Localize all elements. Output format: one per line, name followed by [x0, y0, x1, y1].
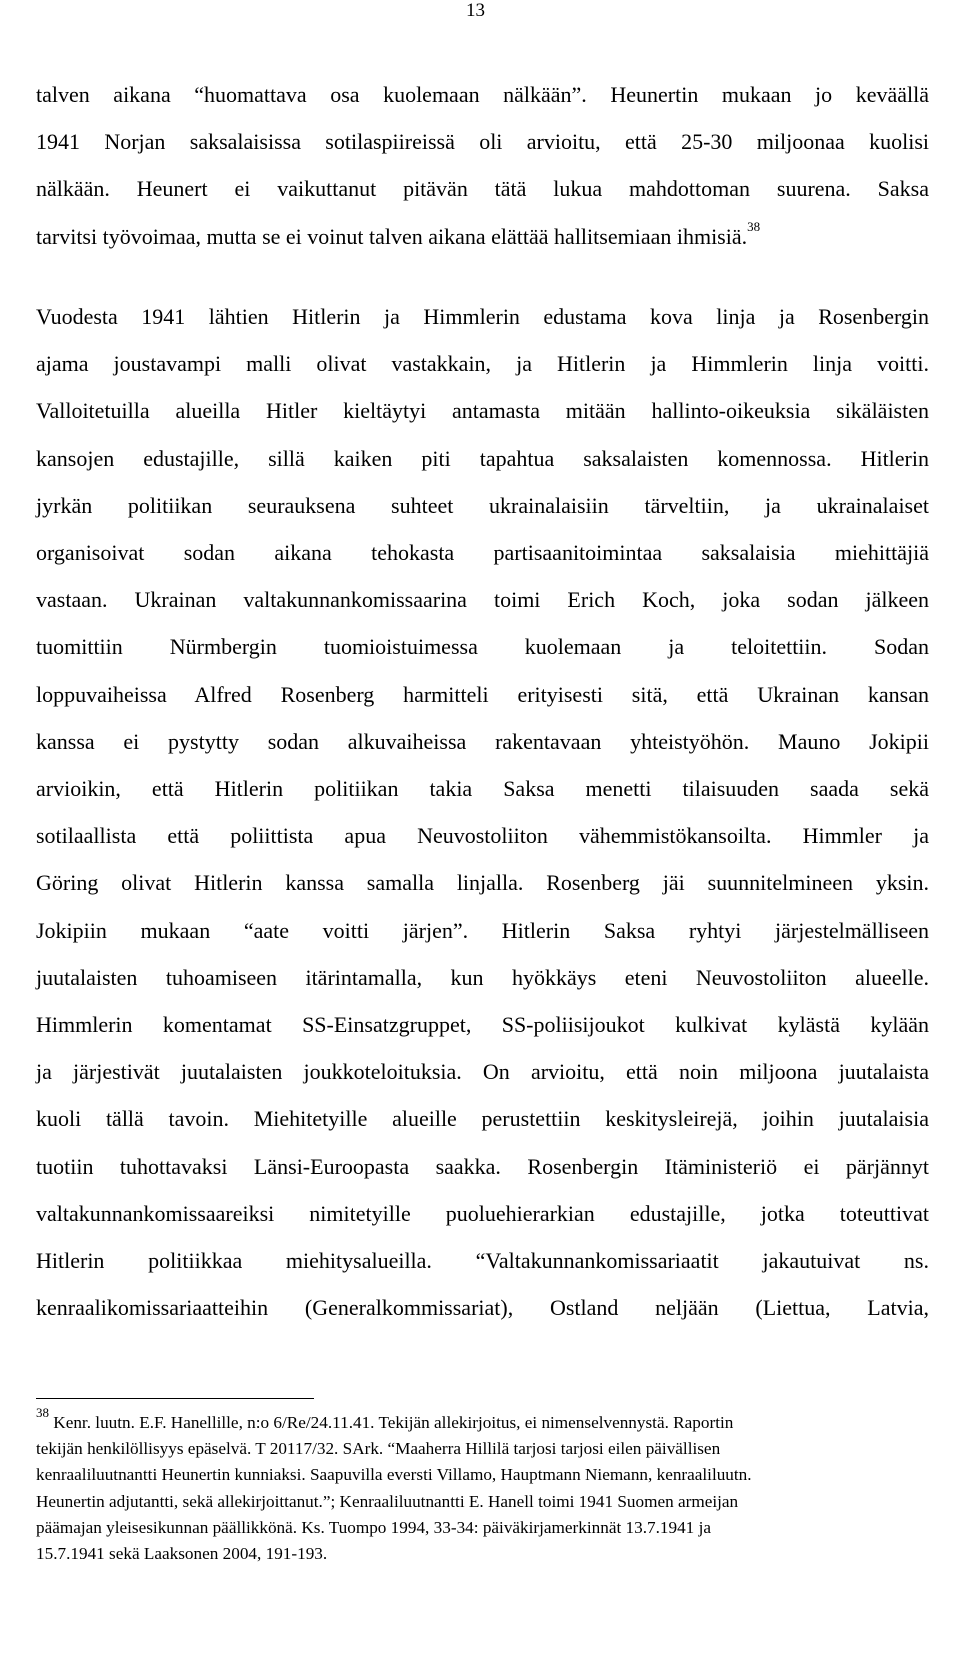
footnote-38	[36, 1405, 898, 1567]
paragraph-2-line: Hitlerin politiikkaa miehitysalueilla. “Valtakunnankomissariaatit jakautuivat ns.	[36, 1248, 929, 1274]
paragraph-2-line: vastaan. Ukrainan valtakunnankomissaarina toimi Erich Koch, joka sodan jälkeen	[36, 587, 929, 613]
paragraph-2-line: Himmlerin komentamat SS-Einsatzgruppet, SS-poliisijoukot kulkivat kylästä kylään	[36, 1012, 929, 1038]
paragraph-1-line: talven aikana “huomattava osa kuolemaan nälkään”. Heunertin mukaan jo keväällä	[36, 82, 929, 107]
footnote-line: tekijän henkilöllisyys epäselvä. T 20117/32. SArk. “Maaherra Hillilä tarjosi tarjosi eilen päivällisen	[36, 1439, 721, 1459]
paragraph-2-line: loppuvaiheissa Alfred Rosenberg harmitteli erityisesti sitä, että Ukrainan kansan	[36, 681, 929, 707]
paragraph-1	[36, 71, 929, 260]
paragraph-2-line: juutalaisten tuhoamiseen itärintamalla, kun hyökkäys eteni Neuvostoliiton alueelle.	[36, 964, 929, 990]
paragraph-2-line: Göring olivat Hitlerin kanssa samalla linjalla. Rosenberg jäi suunnitelmineen yksin.	[36, 870, 929, 896]
paragraph-2-line: arvioikin, että Hitlerin politiikan takia Saksa menetti tilaisuuden saada sekä	[36, 776, 929, 802]
paragraph-2-line: ajama joustavampi malli olivat vastakkain, ja Hitlerin ja Himmlerin linja voitti.	[36, 351, 929, 377]
page-number: 13	[466, 0, 485, 21]
footnote-number: 38	[36, 1405, 49, 1421]
paragraph-1-last-line	[36, 213, 929, 260]
paragraph-2-line: kuoli tällä tavoin. Miehitetyille alueille perustettiin keskitysleirejä, joihin juutalaisia	[36, 1106, 929, 1132]
footnote-reference: 38	[747, 219, 761, 235]
paragraph-2-line: sotilaallista että poliittista apua Neuvostoliiton vähemmistökansoilta. Himmler ja	[36, 823, 929, 849]
footnote-line: Heunertin adjutantti, sekä allekirjoittanut.”; Kenraaliluutnantti E. Hanell toimi 1941 Suomen armeijan	[36, 1491, 739, 1511]
paragraph-1-last-line-text: tarvitsi työvoimaa, mutta se ei voinut talven aikana elättää hallitsemiaan ihmisiä.	[36, 223, 748, 249]
footnote-line: kenraaliluutnantti Heunertin kunniaksi. Saapuvilla eversti Villamo, Hauptmann Niemann, kenraaliluutn.	[36, 1465, 752, 1485]
footnote-line: 15.7.1941 sekä Laaksonen 2004, 191-193.	[36, 1544, 328, 1564]
paragraph-2-line: kenraalikomissariaatteihin (Generalkommissariat), Ostland neljään (Liettua, Latvia,	[36, 1295, 929, 1321]
footnote-line	[36, 1405, 898, 1436]
paragraph-2-line: jyrkän politiikan seurauksena suhteet ukrainalaisiin tärveltiin, ja ukrainalaiset	[36, 492, 929, 518]
footnote-line-text: Kenr. luutn. E.F. Hanellille, n:o 6/Re/24.11.41. Tekijän allekirjoitus, ei nimenselvennystä. Raportin	[53, 1413, 734, 1432]
paragraph-2-line: organisoivat sodan aikana tehokasta partisaanitoimintaa saksalaisia miehittäjiä	[36, 540, 929, 566]
paragraph-2-line: kansojen edustajille, sillä kaiken piti tapahtua saksalaisten komennossa. Hitlerin	[36, 445, 929, 471]
paragraph-2-line: Valloitetuilla alueilla Hitler kieltäytyi antamasta mitään hallinto-oikeuksia sikäläisten	[36, 398, 929, 424]
paragraph-2-line: Jokipiin mukaan “aate voitti järjen”. Hitlerin Saksa ryhtyi järjestelmälliseen	[36, 917, 929, 943]
paragraph-2-line: Vuodesta 1941 lähtien Hitlerin ja Himmlerin edustama kova linja ja Rosenbergin	[36, 304, 929, 329]
paragraph-2	[36, 293, 929, 1331]
paragraph-1-line: nälkään. Heunert ei vaikuttanut pitävän tätä lukua mahdottoman suurena. Saksa	[36, 176, 929, 202]
footnote-line: päämajan yleisesikunnan päällikkönä. Ks. Tuompo 1994, 33-34: päiväkirjamerkinnät 13.7.1941 ja	[36, 1517, 711, 1537]
paragraph-1-line: 1941 Norjan saksalaisissa sotilaspiireissä oli arvioitu, että 25-30 miljoonaa kuolisi	[36, 129, 929, 155]
paragraph-2-line: tuotiin tuhottavaksi Länsi-Euroopasta saakka. Rosenbergin Itäministeriö ei pärjännyt	[36, 1153, 929, 1179]
paragraph-2-line: tuomittiin Nürmbergin tuomioistuimessa kuolemaan ja teloitettiin. Sodan	[36, 634, 929, 660]
paragraph-2-line: ja järjestivät juutalaisten joukkoteloituksia. On arvioitu, että noin miljoona juutalaista	[36, 1059, 929, 1085]
paragraph-2-line: valtakunnankomissaareiksi nimitetyille puoluehierarkian edustajille, jotka toteuttivat	[36, 1200, 929, 1226]
footnote-separator	[36, 1398, 314, 1399]
paragraph-2-line: kanssa ei pystytty sodan alkuvaiheissa rakentavaan yhteistyöhön. Mauno Jokipii	[36, 728, 929, 754]
